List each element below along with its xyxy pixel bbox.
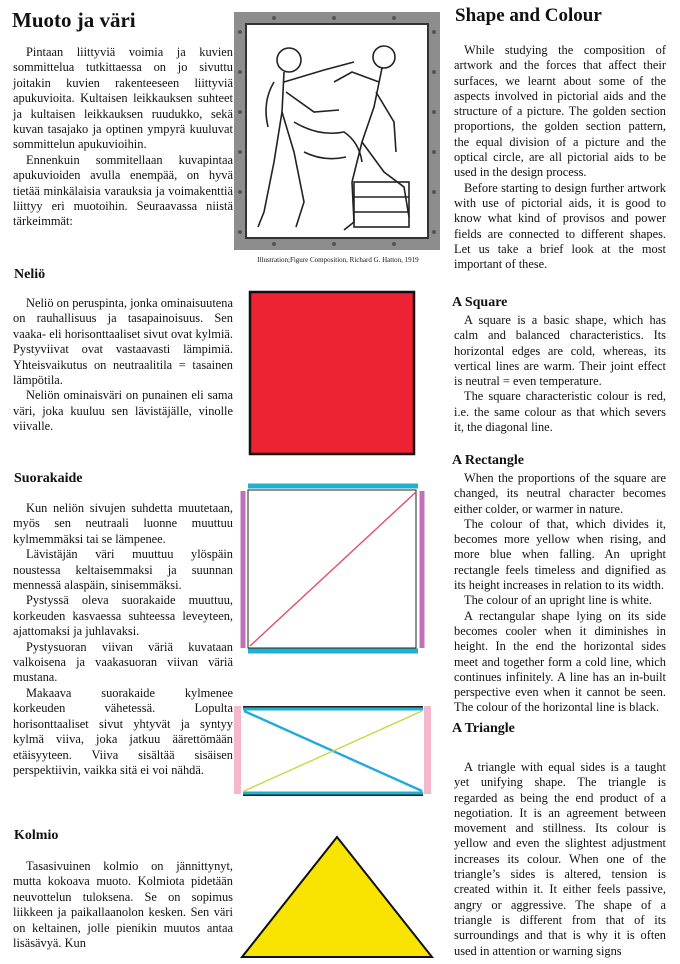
triangle-text	[454, 760, 666, 959]
wide-rect-right-side	[424, 706, 431, 794]
wide-rect-left-side	[234, 706, 241, 794]
rectangle-text	[454, 471, 666, 716]
red-square	[250, 292, 414, 454]
page-title-fi: Muoto ja väri	[12, 8, 136, 32]
suorakaide-text	[13, 501, 233, 778]
yellow-triangle	[242, 837, 432, 957]
intro-en-p2: Before starting to design further artwork with use of pictorial aids, it is good to know what kind of provisos and power fields are connected to different shapes. Let us take a brief look at the most important of these.	[454, 180, 666, 272]
square-p1: A square is a basic shape, which has calm and balanced characteristics. Its horizontal edges are cold, whereas, its vertical lines are warm. Their joint effect is neutral = even temperature.	[454, 313, 666, 389]
intro-fi-p2: Ennenkuin sommitellaan kuvapintaa apukuvioiden avulla enempää, on hyvä tietää minkälaisia varauksia ja voimakenttiä liittyy eri muotoihin. Seuraavassa niistä tärkeimmät:	[13, 152, 233, 229]
triangle-diagram	[238, 834, 436, 962]
suorakaide-p1: Kun neliön sivujen suhdetta muutetaan, myös sen neutraali luonne muuttuu kylmemmäksi tai se lämpenee.	[13, 501, 233, 546]
intro-fi	[13, 45, 233, 230]
figure-illustration	[234, 12, 440, 250]
rectangle-p1: When the proportions of the square are changed, its neutral character becomes either colder, or warmer in nature.	[454, 471, 666, 516]
rect-diagonal	[250, 492, 416, 646]
suorakaide-p5: Makaava suorakaide kylmenee korkeuden vähetessä. Lopulta horisonttaaliset sivut yhtyvät ja syntyy kylmä viiva, joka jatkuu äärettömään etäisyyteen. Viiva sisältää sisäisen perspektiivin, vaikka sitä ei voi nähdä.	[13, 685, 233, 777]
nelio-p2: Neliön ominaisväri on punainen eli sama väri, joka kuuluu sen lävistäjälle, vinolle viivalle.	[13, 388, 233, 434]
heading-nelio: Neliö	[14, 267, 46, 282]
square-p2: The square characteristic colour is red, i.e. the same colour as that which severs it, the diagonal line.	[454, 389, 666, 435]
triangle-p1: A triangle with equal sides is a taught yet unifying shape. The triangle is regarded as being the end product of a negotiation. It is an agreement between movement and stillness. Its colour is yellow and even the slightest adjustment increases its colour. When one of the triangle’s sides is altered, tension is created within it. It either feels passive, angry or aggressive. The shape of a triangle is different from that of its surroundings and that is why it is often used in attention or warning signs	[454, 760, 666, 958]
kolmio-p1: Tasasivuinen kolmio on jännittynyt, mutta kokoava muoto. Kolmiota pidetään neuvottelun tuloksena. Se on sopimus liikkeen ja paikallaanolon kesken. Sen väri on keltainen, jolle pienikin muutos antaa lisäsävyä. Kun	[13, 859, 233, 951]
heading-triangle: A Triangle	[452, 721, 515, 736]
nelio-text	[13, 296, 233, 435]
rectangle-p3: The colour of an upright line is white.	[464, 593, 652, 608]
rectangle-p2: The colour of that, which divides it, becomes more yellow when rising, and more blue when falling. An upright rectangle feels timeless and dignified as its height increases in relation to its width.	[454, 516, 666, 593]
square-text	[454, 313, 666, 435]
illustration-inner	[246, 24, 428, 238]
heading-suorakaide: Suorakaide	[14, 471, 83, 486]
heading-square: A Square	[452, 295, 508, 310]
nelio-p1: Neliö on peruspinta, jonka ominaisuutena on rauhallisuus ja tasapainoisuus. Sen vaaka- eli horisonttaaliset sivut ovat kylmiä. Pystyviivat ovat vastaavasti lämpimiä. Yhteisvaikutus on neutraalitila = tasainen lämpötila.	[13, 296, 233, 388]
heading-rectangle: A Rectangle	[452, 453, 524, 468]
suorakaide-p2: Lävistäjän väri muuttuu ylöspäin noustessa keltaisemmaksi ja suunnan mennessä alaspäin, sinisemmäksi.	[13, 547, 233, 593]
illustration-caption: Illustration;Figure Composition, Richard G. Hatton, 1919	[257, 256, 419, 264]
upright-rectangle-diagram	[240, 482, 426, 656]
page-title-en: Shape and Colour	[455, 5, 602, 26]
kolmio-text	[13, 859, 233, 951]
suorakaide-p3: Pystyssä oleva suorakaide muuttuu, korkeuden kasvaessa suhteessa leveyteen, ajattomaksi ja juhlavaksi.	[13, 593, 233, 639]
intro-fi-p1: Pintaan liittyviä voimia ja kuvien sommittelua tutkittaessa on jo sivuttu joitakin kuvien rakenteeseen liittyviä apukuvioita. Kultaisen leikkauksen suhteet ja kultaisen leikkauksen ruudukko, sekä kuvan tasajako ja optinen ympyrä kuuluvat sommittelun apukuvioihin.	[13, 45, 233, 152]
rectangle-p4: A rectangular shape lying on its side becomes cooler when it diminishes in height. In the end the horizontal sides meet and together form a cold line, which continues infinitely. A line has an in-built perspective even when it cannot be seen. The colour of the horizontal line is black.	[454, 608, 666, 715]
intro-en	[454, 43, 666, 272]
wide-rectangle-diagram	[234, 703, 434, 803]
suorakaide-p4: Pystysuoran viivan väriä kuvataan valkoisena ja vaakasuoran viivan väriä mustana.	[13, 639, 233, 685]
square-diagram	[248, 290, 418, 458]
intro-en-p1: While studying the composition of artwork and the forces that affect their surfaces, we learnt about some of the aspects involved in pictorial aids and the structure of a picture. The golden section proportions, the golden section pattern, the equal division of a picture and the optical circle, are all pictorial aids to be used in the design process.	[454, 43, 666, 180]
heading-kolmio: Kolmio	[14, 828, 59, 843]
